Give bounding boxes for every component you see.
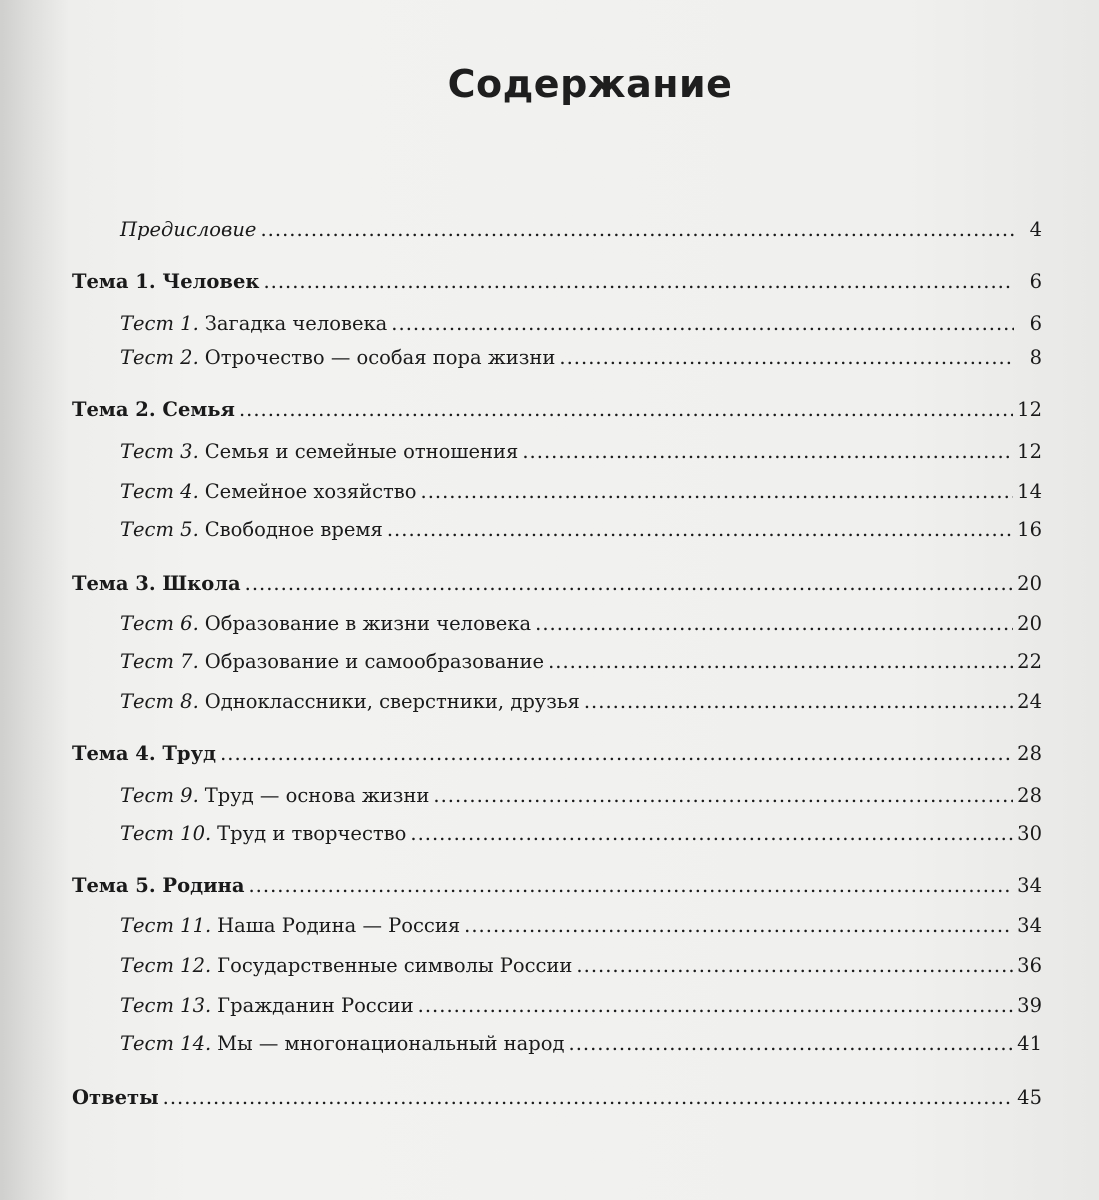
entry-title: Загадка человека xyxy=(204,312,388,335)
page-number: 20 xyxy=(1017,612,1042,635)
test-number: Тест 6. xyxy=(120,612,199,635)
entry-title: Тема 5. Родина xyxy=(72,874,245,897)
toc-test-entry xyxy=(72,690,1042,720)
toc-test-entry xyxy=(72,440,1042,470)
dot-leader xyxy=(163,1086,1014,1109)
test-number: Тест 5. xyxy=(120,518,199,541)
toc-topic-entry xyxy=(72,742,1042,772)
page-number: 41 xyxy=(1017,1032,1042,1055)
page-number: 28 xyxy=(1017,742,1042,765)
page-number: 20 xyxy=(1017,572,1042,595)
toc-test-entry xyxy=(72,518,1042,548)
dot-leader xyxy=(522,440,1013,463)
entry-title: Мы — многонациональный народ xyxy=(217,1032,565,1055)
entry-title: Семья и семейные отношения xyxy=(204,440,519,463)
dot-leader xyxy=(433,784,1013,807)
dot-leader xyxy=(421,480,1014,503)
toc-topic-entry xyxy=(72,572,1042,602)
dot-leader xyxy=(387,518,1013,541)
page-number: 6 xyxy=(1029,270,1042,293)
toc-topic-entry xyxy=(72,270,1042,300)
page-number: 24 xyxy=(1017,690,1042,713)
test-number: Тест 13. xyxy=(120,994,212,1017)
entry-title: Труд и творчество xyxy=(217,822,407,845)
page-number: 14 xyxy=(1017,480,1042,503)
test-number: Тест 2. xyxy=(120,346,199,369)
page-number: 4 xyxy=(1029,218,1042,241)
entry-title: Свободное время xyxy=(204,518,383,541)
entry-title: Одноклассники, сверстники, друзья xyxy=(204,690,580,713)
page-number: 39 xyxy=(1017,994,1042,1017)
test-number: Тест 14. xyxy=(120,1032,212,1055)
test-number: Тест 12. xyxy=(120,954,212,977)
page-number: 36 xyxy=(1017,954,1042,977)
dot-leader xyxy=(239,398,1013,421)
test-number: Тест 10. xyxy=(120,822,212,845)
toc-topic-entry xyxy=(72,1086,1042,1116)
entry-title: Тема 1. Человек xyxy=(72,270,260,293)
dot-leader xyxy=(260,218,1014,241)
dot-leader xyxy=(464,914,1013,937)
page-number: 34 xyxy=(1017,914,1042,937)
test-number: Тест 8. xyxy=(120,690,199,713)
dot-leader xyxy=(548,650,1013,673)
dot-leader xyxy=(535,612,1013,635)
page-number: 34 xyxy=(1017,874,1042,897)
entry-title: Предисловие xyxy=(120,218,257,241)
toc-topic-entry xyxy=(72,398,1042,428)
dot-leader xyxy=(559,346,1014,369)
entry-title: Труд — основа жизни xyxy=(204,784,430,807)
test-number: Тест 4. xyxy=(120,480,199,503)
entry-title: Гражданин России xyxy=(217,994,414,1017)
entry-title: Семейное хозяйство xyxy=(204,480,417,503)
toc-test-entry xyxy=(72,954,1042,984)
dot-leader xyxy=(584,690,1013,713)
toc-test-entry xyxy=(72,612,1042,642)
page-number: 12 xyxy=(1017,398,1042,421)
dot-leader xyxy=(418,994,1014,1017)
dot-leader xyxy=(576,954,1013,977)
test-number: Тест 7. xyxy=(120,650,199,673)
test-number: Тест 11. xyxy=(120,914,212,937)
dot-leader xyxy=(391,312,1014,335)
entry-title: Тема 2. Семья xyxy=(72,398,235,421)
dot-leader xyxy=(410,822,1013,845)
entry-title: Наша Родина — Россия xyxy=(217,914,461,937)
toc-test-entry xyxy=(72,346,1042,376)
toc-test-entry xyxy=(72,312,1042,342)
entry-title: Образование в жизни человека xyxy=(204,612,532,635)
toc-test-entry xyxy=(72,218,1042,248)
dot-leader xyxy=(245,572,1014,595)
entry-title: Ответы xyxy=(72,1086,159,1109)
entry-title: Отрочество — особая пора жизни xyxy=(204,346,556,369)
page-number: 8 xyxy=(1029,346,1042,369)
page-number: 30 xyxy=(1017,822,1042,845)
page-number: 12 xyxy=(1017,440,1042,463)
page-number: 45 xyxy=(1017,1086,1042,1109)
toc-test-entry xyxy=(72,914,1042,944)
test-number: Тест 1. xyxy=(120,312,199,335)
page-number: 22 xyxy=(1017,650,1042,673)
test-number: Тест 3. xyxy=(120,440,199,463)
page-title: Содержание xyxy=(447,62,733,106)
entry-title: Государственные символы России xyxy=(217,954,573,977)
page-number: 28 xyxy=(1017,784,1042,807)
toc-test-entry xyxy=(72,480,1042,510)
test-number: Тест 9. xyxy=(120,784,199,807)
dot-leader xyxy=(569,1032,1014,1055)
entry-title: Образование и самообразование xyxy=(204,650,545,673)
entry-title: Тема 4. Труд xyxy=(72,742,217,765)
toc-topic-entry xyxy=(72,874,1042,904)
page-number: 16 xyxy=(1017,518,1042,541)
entry-title: Тема 3. Школа xyxy=(72,572,241,595)
toc-test-entry xyxy=(72,650,1042,680)
dot-leader xyxy=(263,270,1014,293)
toc-test-entry xyxy=(72,784,1042,814)
dot-leader xyxy=(248,874,1013,897)
toc-test-entry xyxy=(72,994,1042,1024)
toc-test-entry xyxy=(72,1032,1042,1062)
page-number: 6 xyxy=(1029,312,1042,335)
toc-test-entry xyxy=(72,822,1042,852)
dot-leader xyxy=(220,742,1013,765)
